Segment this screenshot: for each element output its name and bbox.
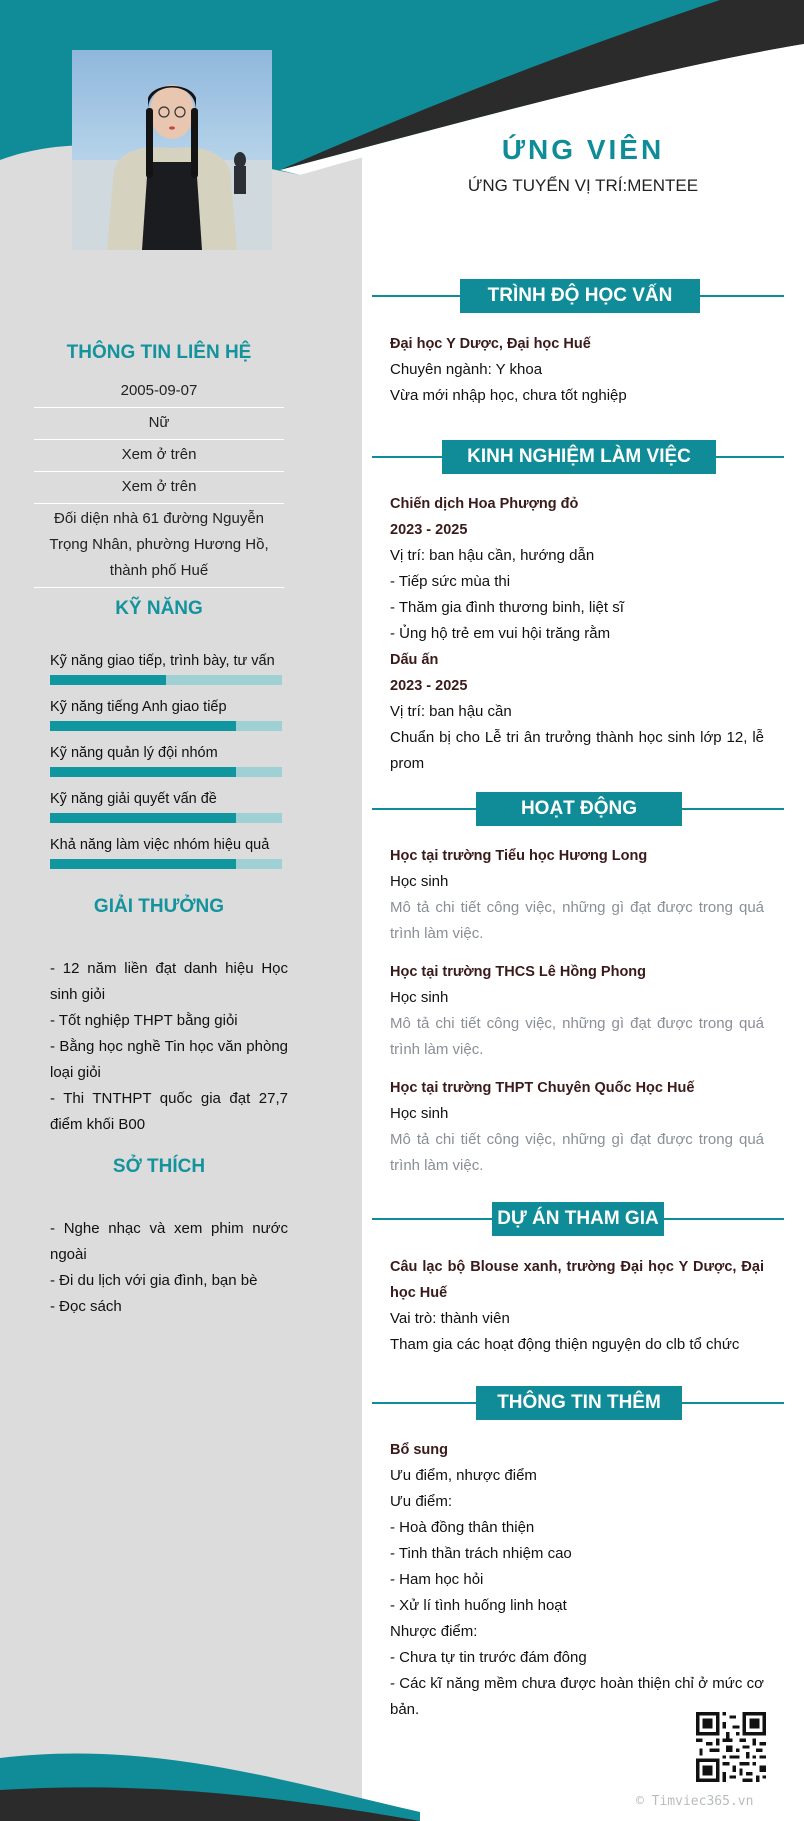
- experience-org: Chiến dịch Hoa Phượng đỏ: [390, 496, 579, 512]
- activity-place: Học tại trường THCS Lê Hồng Phong: [390, 964, 647, 980]
- more-info-section: [390, 1437, 764, 1723]
- more-info-line: - Chưa tự tin trước đám đông: [390, 1649, 587, 1666]
- skill-bar: [50, 675, 282, 685]
- award-item: - Thi TNTHPT quốc gia đạt 27,7 điểm khối B00: [50, 1090, 288, 1133]
- education-section: [390, 331, 764, 409]
- more-info-title: THÔNG TIN THÊM: [476, 1386, 682, 1420]
- skill-label: Khả năng làm việc nhóm hiệu quả: [50, 837, 270, 853]
- more-info-line: - Tinh thần trách nhiệm cao: [390, 1545, 572, 1562]
- more-info-line: - Ham học hỏi: [390, 1571, 484, 1588]
- major: Chuyên ngành: Y khoa: [390, 361, 543, 378]
- experience-section: [390, 491, 764, 777]
- hobby-item: - Đi du lịch với gia đình, bạn bè: [50, 1272, 258, 1289]
- award-item: - 12 năm liền đạt danh hiệu Học sinh giỏi: [50, 960, 288, 1003]
- experience-period: 2023 - 2025: [390, 678, 468, 694]
- skills-title: KỸ NĂNG: [115, 598, 203, 619]
- candidate-photo: [72, 50, 272, 250]
- activity-description: Mô tả chi tiết công việc, những gì đạt được trong quá trình làm việc.: [390, 1131, 764, 1174]
- skill-item: [50, 650, 282, 685]
- skill-bar-fill: [50, 721, 236, 731]
- project-role: Vai trò: thành viên: [390, 1310, 510, 1327]
- awards-title: GIẢI THƯỞNG: [93, 896, 225, 917]
- more-info-line: Nhược điểm:: [390, 1623, 478, 1640]
- more-info-header: [372, 1386, 784, 1420]
- activity-place: Học tại trường THPT Chuyên Quốc Học Huế: [390, 1080, 695, 1096]
- experience-line: Chuẩn bị cho Lễ tri ân trưởng thành học sinh lớp 12, lễ prom: [390, 729, 764, 772]
- skill-item: [50, 696, 282, 731]
- phone: Xem ở trên: [34, 440, 284, 472]
- project-description: Tham gia các hoạt động thiện nguyện do clb tổ chức: [390, 1336, 740, 1353]
- applied-position: ỨNG TUYỂN VỊ TRÍ:MENTEE: [467, 176, 699, 195]
- education-header: [372, 279, 784, 313]
- contact-title: THÔNG TIN LIÊN HỆ: [66, 342, 252, 363]
- address: Đối diện nhà 61 đường Nguyễn Trọng Nhân, phường Hương Hồ, thành phố Huế: [34, 504, 284, 588]
- experience-line: Vị trí: ban hậu cần, hướng dẫn: [390, 547, 595, 564]
- activity-role: Học sinh: [390, 1105, 449, 1122]
- more-info-line: Ưu điểm:: [390, 1493, 452, 1510]
- experience-header: [372, 440, 784, 474]
- activities-title: HOẠT ĐỘNG: [476, 792, 682, 826]
- skill-bar: [50, 721, 282, 731]
- experience-line: Vị trí: ban hậu cần: [390, 703, 512, 720]
- education-note: Vừa mới nhập học, chưa tốt nghiệp: [390, 387, 627, 404]
- education-title: TRÌNH ĐỘ HỌC VẤN: [460, 279, 700, 313]
- skill-item: [50, 834, 282, 869]
- skill-bar-fill: [50, 675, 166, 685]
- hobby-item: - Đọc sách: [50, 1298, 122, 1315]
- activity-role: Học sinh: [390, 989, 449, 1006]
- skill-bar: [50, 767, 282, 777]
- experience-line: - Thăm gia đình thương binh, liệt sĩ: [390, 599, 624, 616]
- experience-line: - Ủng hộ trẻ em vui hội trăng rằm: [390, 625, 611, 642]
- skill-label: Kỹ năng giải quyết vấn đề: [50, 791, 217, 807]
- skill-label: Kỹ năng giao tiếp, trình bày, tư vấn: [50, 653, 275, 669]
- skill-item: [50, 788, 282, 823]
- more-info-line: Ưu điểm, nhược điểm: [390, 1467, 537, 1484]
- experience-period: 2023 - 2025: [390, 522, 468, 538]
- award-item: - Tốt nghiệp THPT bằng giỏi: [50, 1012, 238, 1029]
- skill-bar-fill: [50, 859, 236, 869]
- more-info-line: - Hoà đồng thân thiện: [390, 1519, 535, 1536]
- skill-bar-fill: [50, 767, 236, 777]
- activity-place: Học tại trường Tiểu học Hương Long: [390, 848, 648, 864]
- experience-title: KINH NGHIỆM LÀM VIỆC: [442, 440, 716, 474]
- project-name: Câu lạc bộ Blouse xanh, trường Đại học Y Dược, Đại học Huế: [390, 1259, 764, 1301]
- activities-section: [390, 843, 764, 1179]
- activity-description: Mô tả chi tiết công việc, những gì đạt được trong quá trình làm việc.: [390, 1015, 764, 1058]
- birth-date: 2005-09-07: [34, 376, 284, 408]
- email: Xem ở trên: [34, 472, 284, 504]
- projects-section: [390, 1254, 764, 1358]
- experience-org: Dấu ấn: [390, 652, 439, 668]
- more-info-line: - Xử lí tình huống linh hoạt: [390, 1597, 567, 1614]
- skill-bar: [50, 859, 282, 869]
- contact-list: [34, 376, 284, 588]
- skill-bar-fill: [50, 813, 236, 823]
- skill-bar: [50, 813, 282, 823]
- candidate-name: ỨNG VIÊN: [501, 134, 665, 165]
- hobby-item: - Nghe nhạc và xem phim nước ngoài: [50, 1220, 288, 1263]
- skill-label: Kỹ năng tiếng Anh giao tiếp: [50, 699, 227, 715]
- more-info-heading: Bổ sung: [390, 1442, 448, 1458]
- hobbies-list: [50, 1216, 288, 1320]
- hobbies-title: SỞ THÍCH: [112, 1156, 206, 1177]
- projects-header: [372, 1202, 784, 1236]
- activity-role: Học sinh: [390, 873, 449, 890]
- school-name: Đại học Y Dược, Đại học Huế: [390, 336, 591, 352]
- activities-header: [372, 792, 784, 826]
- projects-title: DỰ ÁN THAM GIA: [492, 1202, 664, 1236]
- skill-item: [50, 742, 282, 777]
- activity-description: Mô tả chi tiết công việc, những gì đạt được trong quá trình làm việc.: [390, 899, 764, 942]
- more-info-line: - Các kĩ năng mềm chưa được hoàn thiện chỉ ở mức cơ bản.: [390, 1675, 764, 1718]
- skill-label: Kỹ năng quản lý đội nhóm: [50, 745, 218, 761]
- gender: Nữ: [34, 408, 284, 440]
- experience-line: - Tiếp sức mùa thi: [390, 573, 511, 590]
- qr-code: [696, 1712, 766, 1782]
- awards-list: [50, 956, 288, 1138]
- award-item: - Bằng học nghề Tin học văn phòng loại giỏi: [50, 1038, 288, 1081]
- copyright: © Timviec365.vn: [636, 1794, 754, 1809]
